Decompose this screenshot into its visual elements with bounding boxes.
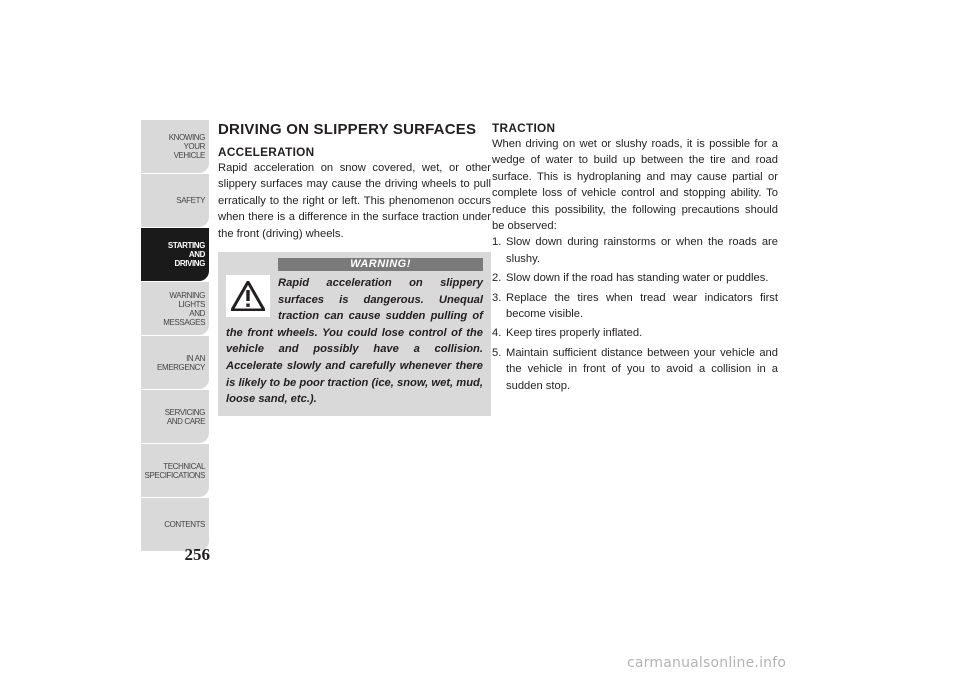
tab-knowing-your-vehicle[interactable]: KNOWING YOUR VEHICLE	[141, 120, 209, 173]
warning-label: WARNING!	[278, 258, 483, 271]
watermark: carmanualsonline.info	[627, 655, 787, 671]
right-column	[492, 120, 778, 397]
tab-servicing-and-care[interactable]: SERVICING AND CARE	[141, 390, 209, 443]
warning-text: Rapid acceleration on slippery surfaces is dangerous. Unequal traction can cause sudden pulling of the front wheels. You could lose control of the vehicle and possibly have a collision. Accelerate slowly and carefully whenever there is likely to be poor traction (ice, snow, wet, mud, loose sand, etc.).	[226, 277, 483, 406]
tab-warning-lights-and-messages[interactable]: WARNING LIGHTS AND MESSAGES	[141, 282, 209, 335]
acceleration-heading: ACCELERATION	[218, 145, 315, 159]
tab-technical-specifications[interactable]: TECHNICAL SPECIFICATIONS	[141, 444, 209, 497]
list-item: 3. Replace the tires when tread wear indicators first become visible.	[492, 291, 778, 321]
tab-safety[interactable]: SAFETY	[141, 174, 209, 227]
acceleration-paragraph: Rapid acceleration on snow covered, wet, or other slippery surfaces may cause the driving wheels to pull erratically to the right or left. This phenomenon occurs when there is a difference in the surface traction under the front (driving) wheels.	[218, 162, 491, 240]
precautions-list	[484, 234, 778, 394]
traction-paragraph: When driving on wet or slushy roads, it is possible for a wedge of water to build up between the tire and road surface. This is hydroplaning and may cause partial or complete loss of vehicle control and stopping ability. To reduce this possibility, the following precautions should be observed:	[492, 138, 778, 233]
list-item: 5. Maintain sufficient distance between your vehicle and the vehicle in front of you to avoid a collision in a sudden stop.	[492, 346, 778, 392]
tab-in-an-emergency[interactable]: IN AN EMERGENCY	[141, 336, 209, 389]
traction-heading: TRACTION	[492, 121, 556, 135]
warning-box	[218, 252, 491, 416]
page-number: 256	[184, 545, 210, 564]
list-item: 2. Slow down if the road has standing water or puddles.	[492, 272, 769, 285]
section-title: DRIVING ON SLIPPERY SURFACES	[218, 121, 477, 138]
tab-contents[interactable]: CONTENTS	[141, 498, 209, 551]
left-column	[218, 120, 491, 416]
tab-starting-and-driving[interactable]: STARTING AND DRIVING	[141, 228, 209, 281]
warning-triangle-icon	[226, 275, 270, 317]
list-item: 1. Slow down during rainstorms or when the roads are slushy.	[492, 236, 778, 265]
list-item: 4. Keep tires properly inflated.	[492, 327, 643, 340]
